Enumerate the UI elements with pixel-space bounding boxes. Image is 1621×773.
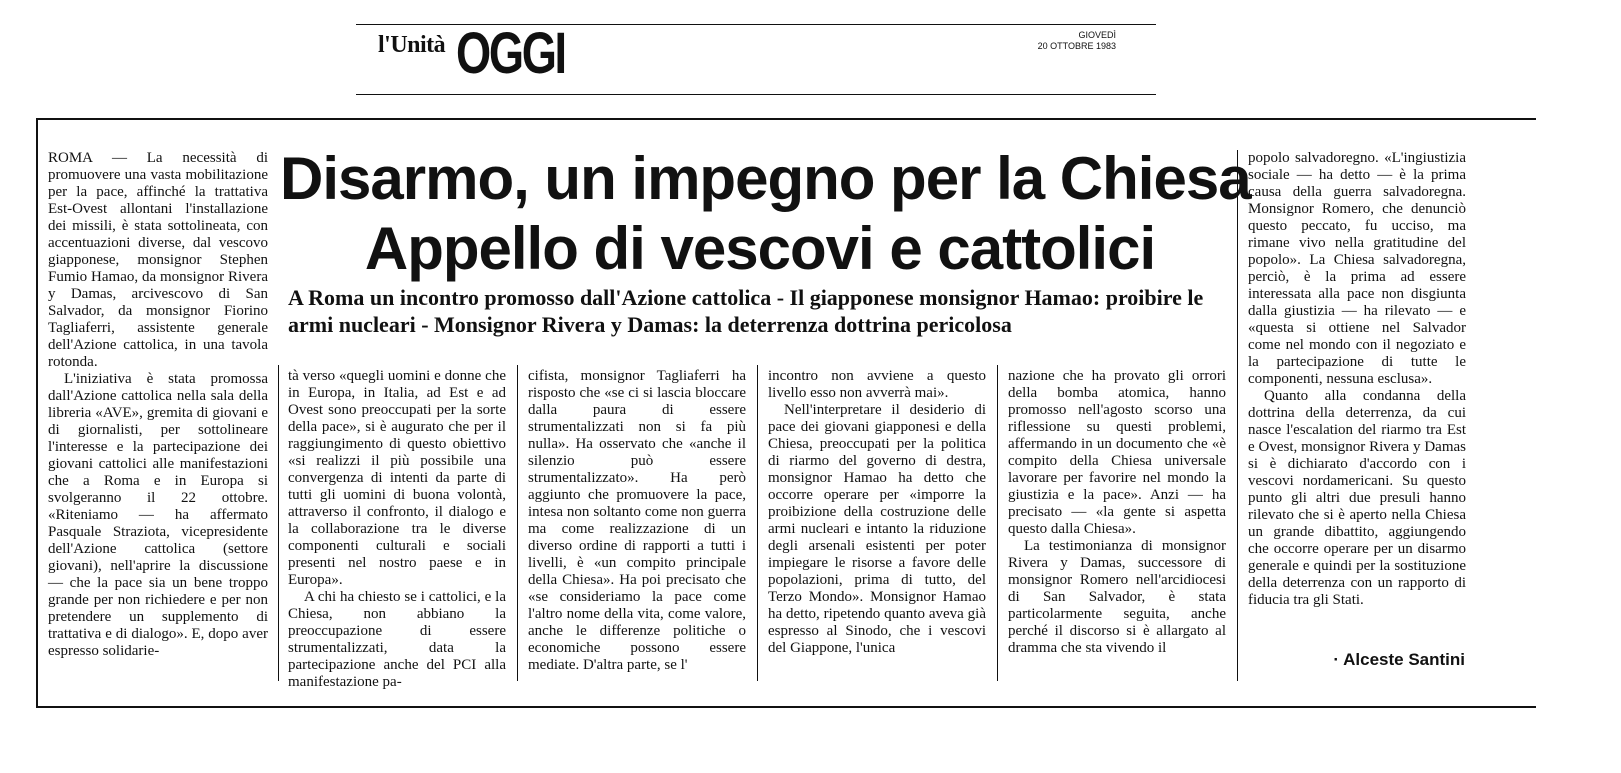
- article-column-4: [768, 368, 986, 678]
- author-name: Alceste Santini: [1343, 650, 1465, 669]
- column-paragraph: nazione che ha provato gli orrori della bomba atomica, hanno promosso nell'agosto scorso una riflessione su questi problemi, affermando in un documento che «è compito della Chiesa universale lavorare per favorire nel mondo la giustizia e la pace». Anzi — ha precisato — «la gente si aspetta questo dalla Chiesa».: [1008, 368, 1226, 537]
- issue-date: [1038, 30, 1116, 52]
- column-paragraph: popolo salvadoregno. «L'ingiustizia sociale — ha detto — è la prima causa della guerra salvadoregna. Monsignor Romero, che denunciò questo peccato, fu ucciso, ma rimane vivo nella gratitudine del popolo». La Chiesa salvadoregna, perciò, è la prima ad essere interessata alla pace non disgiunta dalla giustizia — ha rilevato — e «questa si ottiene nel Salvador come nel mondo con il negoziato e la partecipazione di tutte le componenti, nessuna esclusa».: [1248, 150, 1466, 387]
- article-column-5: [1008, 368, 1226, 678]
- column-paragraph: incontro non avviene a questo livello esso non avverrà mai».: [768, 368, 986, 401]
- column-paragraph: L'iniziativa è stata promossa dall'Azione cattolica nella sala della libreria «AVE», gremita di giovani e di giornalisti, per sottolineare l'interesse e la partecipazione dei giovani cattolici alle manifestazioni che a Roma e in Europa si svolgeranno il 22 ottobre. «Riteniamo — ha affermato Pasquale Straziota, vicepresidente dell'Azione cattolica (settore giovani), nell'aprire la discussione — che la pace sia un bene troppo grande per non richiedere e per non pretendere un supplemento di trattativa e di dialogo». E, dopo aver espresso solidarie-: [48, 371, 268, 659]
- section-title: OGGI: [456, 21, 565, 86]
- column-divider: [757, 365, 758, 681]
- column-paragraph: La testimonianza di monsignor Rivera y Damas, successore di monsignor Romero nell'arcidiocesi di San Salvador, è stata particolarmente seguita, anche perché il discorso si è allargato al dramma che sta vivendo il: [1008, 538, 1226, 656]
- issue-day: GIOVEDÌ: [1078, 30, 1116, 40]
- column-divider: [517, 365, 518, 681]
- article-frame-bottom: [36, 706, 1536, 708]
- masthead: [356, 22, 1156, 98]
- subheadline: A Roma un incontro promosso dall'Azione cattolica - Il giapponese monsignor Hamao: proibire le armi nucleari - Monsignor Rivera y Damas: la deterrenza dottrina pericolosa: [288, 285, 1204, 337]
- article-column-6: [1248, 150, 1466, 640]
- newspaper-brand: l'Unità: [378, 32, 446, 58]
- column-paragraph: Nell'interpretare il desiderio di pace dei giovani giapponesi e della Chiesa, preoccupati per la politica di riarmo del governo di destra, monsignor Hamao ha detto che occorre operare per «imporre la proibizione della costruzione delle armi nucleari e intanto la riduzione degli arsenali esistenti per poter impiegare le risorse a favore delle popolazioni, prima di tutto, del Terzo Mondo». Monsignor Hamao ha detto, ripetendo quanto aveva già espresso al Sinodo, che i vescovi del Giappone, l'unica: [768, 402, 986, 656]
- issue-date-text: 20 OTTOBRE 1983: [1037, 41, 1116, 51]
- column-divider: [1237, 150, 1238, 681]
- column-paragraph: cifista, monsignor Tagliaferri ha risposto che «se ci si lascia bloccare dalla paura di essere strumentalizzati non si fa più nulla». Ha osservato che «anche il silenzio può essere strumentalizzato». Ha però aggiunto che promuovere la pace, intesa non soltanto come non guerra ma come realizzazione di un diverso ordine di rapporti a tutti i livelli, è «un compito principale della Chiesa». Ha poi precisato che «se consideriamo la pace come l'altro nome della vita, come valore, anche le differenze politiche o economiche possono essere mediate. D'altra parte, se l': [528, 368, 746, 673]
- article-frame-top: [36, 118, 1536, 120]
- column-paragraph: tà verso «quegli uomini e donne che in Europa, in Italia, ad Est e ad Ovest sono preoccupati per la sorte della pace», si è augurato che per il raggiungimento di questo obiettivo «si realizzi il più possibile una convergenza di intenti da parte di tutti gli uomini di buona volontà, attraverso il confronto, il dialogo e la collaborazione tra le diverse componenti culturali e sociali presenti nel nostro paese e in Europa».: [288, 368, 506, 588]
- byline-bullet: ·: [1333, 650, 1344, 669]
- author-byline: [1333, 650, 1465, 670]
- article-column-3: [528, 368, 746, 678]
- column-divider: [278, 365, 279, 681]
- headline-line-2: Appello di vescovi e cattolici: [364, 215, 1156, 282]
- headline: [280, 144, 1251, 284]
- column-divider: [997, 365, 998, 681]
- column-paragraph: A chi ha chiesto se i cattolici, e la Chiesa, non abbiano la preoccupazione di essere strumentalizzati, data la partecipazione anche del PCI alla manifestazione pa-: [288, 589, 506, 690]
- column-paragraph: Quanto alla condanna della dottrina della deterrenza, da cui nasce l'escalation del riarmo tra Est e Ovest, monsignor Rivera y Damas si è dichiarato d'accordo con i vescovi nordamericani. Su questo punto gli altri due presuli hanno rilevato che si è aperto nella Chiesa un grande dibattito, aggiungendo che occorre operare per un disarmo generale e quindi per la sostituzione della deterrenza con un rapporto di fiducia tra gli Stati.: [1248, 388, 1466, 608]
- article-column-1: [48, 150, 268, 680]
- masthead-bottom-rule: [356, 94, 1156, 95]
- column-paragraph: ROMA — La necessità di promuovere una vasta mobilitazione per la pace, affinché la trattativa Est-Ovest allontani l'installazione dei missili, è stata sottolineata, con accentuazioni diverse, dal vescovo giapponese, monsignor Stephen Fumio Hamao, da monsignor Rivera y Damas, arcivescovo di San Salvador, da monsignor Fiorino Tagliaferri, assistente generale dell'Azione cattolica, in una tavola rotonda.: [48, 150, 268, 370]
- article-column-2: [288, 368, 506, 690]
- article-frame-left: [36, 118, 38, 708]
- headline-line-1: Disarmo, un impegno per la Chiesa: [280, 145, 1251, 212]
